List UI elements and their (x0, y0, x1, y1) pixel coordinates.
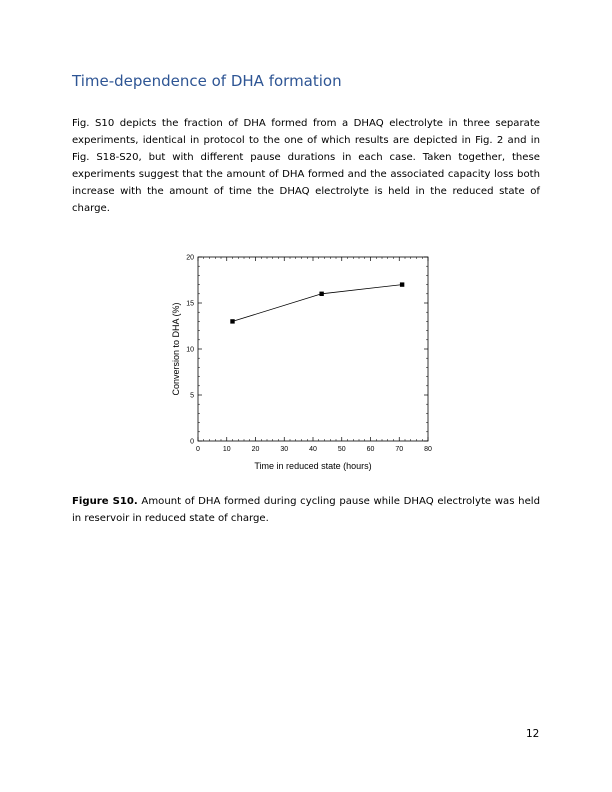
x-tick-label: 40 (309, 446, 317, 453)
x-axis-label: Time in reduced state (hours) (254, 461, 372, 471)
caption-label: Figure S10. (72, 496, 138, 507)
x-tick-label: 50 (337, 446, 346, 453)
axis-tick-labels (186, 255, 432, 454)
caption-text: Amount of DHA formed during cycling pause while DHAQ electrolyte was held in reservoir in reduced state of charge. (72, 496, 540, 524)
body-paragraph: Fig. S10 depicts the fraction of DHA formed from a DHAQ electrolyte in three separate experiments, identical in protocol to the one of which results are depicted in Fig. 2 and in Fig. S18-S20, but with different pause durations in each case. Taken together, these experiments suggest that the amount of DHA formed and the associated capacity loss both increase with the amount of time the DHAQ electrolyte is held in the reduced state of charge. (72, 118, 540, 214)
page-number: 12 (526, 728, 540, 740)
plot-frame (198, 257, 428, 441)
x-tick-label: 30 (280, 446, 289, 453)
data-point (230, 319, 234, 323)
figure-caption (72, 493, 540, 527)
x-tick-label: 10 (222, 446, 231, 453)
section-heading: Time-dependence of DHA formation (72, 72, 342, 90)
x-tick-label: 80 (424, 446, 432, 453)
data-point (400, 282, 404, 286)
x-tick-label: 60 (366, 446, 375, 453)
x-tick-label: 70 (395, 446, 404, 453)
x-tick-label: 20 (251, 446, 260, 453)
data-points (230, 282, 404, 323)
axis-ticks (198, 257, 428, 441)
series-line (233, 285, 403, 322)
x-tick-label: 0 (196, 446, 200, 453)
figure-s10-chart (150, 240, 450, 480)
y-tick-label: 5 (190, 392, 194, 400)
y-tick-label: 20 (186, 254, 194, 262)
y-axis-label: Conversion to DHA (%) (171, 302, 181, 396)
y-tick-label: 0 (190, 438, 194, 446)
y-tick-label: 15 (186, 300, 194, 308)
data-point (319, 292, 323, 296)
y-tick-label: 10 (186, 346, 194, 354)
